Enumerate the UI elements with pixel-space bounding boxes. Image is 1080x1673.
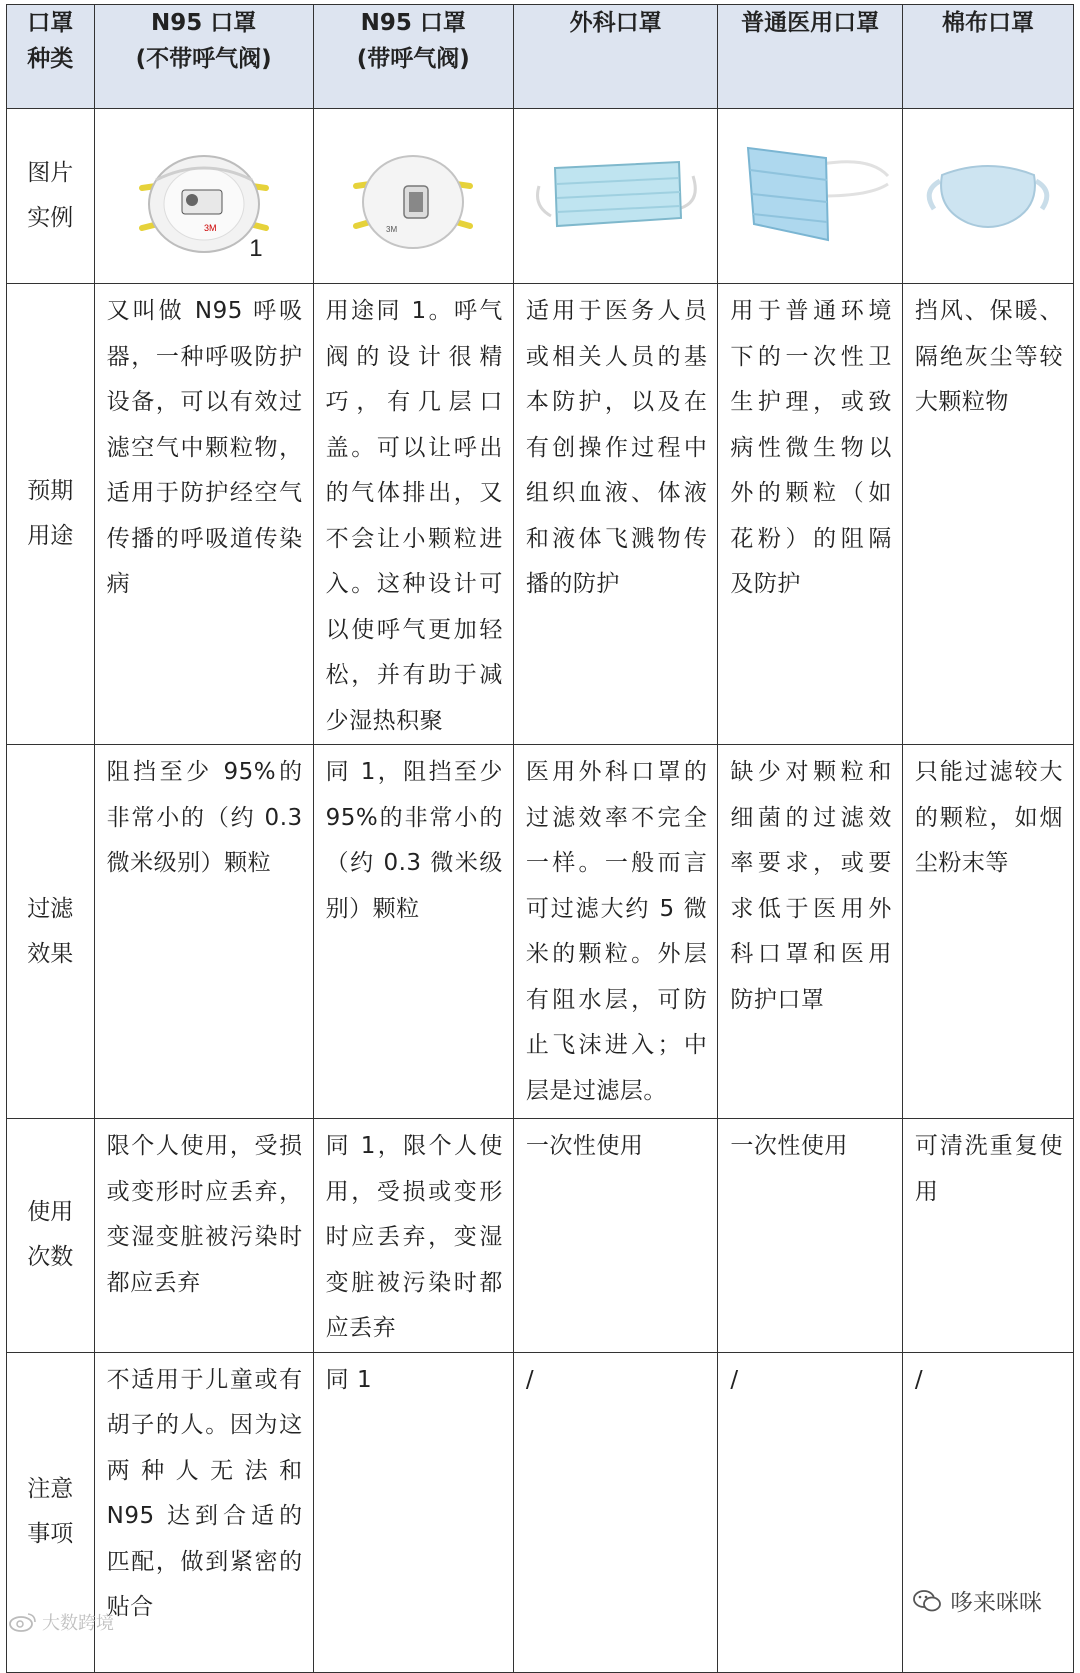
image-n95-valve xyxy=(313,109,513,284)
weibo-icon xyxy=(8,1611,38,1633)
header-surgical xyxy=(513,5,717,109)
row-filtration xyxy=(7,745,1074,1119)
cell-usage-n95-valve: 用途同 1。呼气阀的设计很精巧，有几层口盖。可以让呼出的气体排出，又不会让小颗粒进入。这种设计可以使呼气更加轻松，并有助于减少湿热积聚 xyxy=(313,284,513,745)
row-label-usage xyxy=(7,284,95,745)
header-surgical-text: 外科口罩 xyxy=(569,10,662,36)
watermark-weibo xyxy=(8,1609,114,1635)
cell-count-surgical: 一次性使用 xyxy=(513,1119,717,1353)
image-surgical xyxy=(513,109,717,284)
row-label-filtration xyxy=(7,745,95,1119)
row-usage xyxy=(7,284,1074,745)
header-row xyxy=(7,5,1074,109)
row-label-filtration-text: 过滤 效果 xyxy=(27,895,74,967)
n95-valve-mask-image xyxy=(348,136,478,256)
image-mark-1: 1 xyxy=(249,235,263,262)
header-n95-valve-text: N95 口罩 (带呼气阀) xyxy=(356,10,470,72)
cell-filtration-n95-valve: 同 1，阻挡至少 95%的非常小的（约 0.3 微米级别）颗粒 xyxy=(313,745,513,1119)
image-medical xyxy=(718,109,903,284)
image-n95-novalve xyxy=(94,109,313,284)
cell-notes-n95-valve: 同 1 xyxy=(313,1352,513,1672)
watermark-weibo-text: 大数跨境 xyxy=(42,1613,114,1634)
row-label-images xyxy=(7,109,95,284)
cell-notes-medical: / xyxy=(718,1352,903,1672)
cell-notes-cotton: / xyxy=(902,1352,1073,1672)
row-usage-count xyxy=(7,1119,1074,1353)
row-label-usage-count xyxy=(7,1119,95,1353)
watermark-wechat xyxy=(912,1584,1042,1617)
cell-count-cotton: 可清洗重复使用 xyxy=(902,1119,1073,1353)
cell-filtration-surgical: 医用外科口罩的过滤效率不完全一样。一般而言可过滤大约 5 微米的颗粒。外层有阻水层，可防止飞沫进入；中层是过滤层。 xyxy=(513,745,717,1119)
svg-text:3M: 3M xyxy=(386,225,398,234)
row-label-images-text: 图片 实例 xyxy=(27,160,74,231)
row-notes xyxy=(7,1352,1074,1672)
cell-usage-surgical: 适用于医务人员或相关人员的基本防护，以及在有创操作过程中组织血液、体液和液体飞溅物传播的防护 xyxy=(513,284,717,745)
header-type-text: 口罩 种类 xyxy=(27,10,74,72)
watermark-wechat-text: 哆来咪咪 xyxy=(950,1590,1042,1616)
cell-usage-medical: 用于普通环境下的一次性卫生护理，或致病性微生物以外的颗粒（如花粉）的阻隔及防护 xyxy=(718,284,903,745)
svg-text:3M: 3M xyxy=(203,223,217,233)
cell-count-medical: 一次性使用 xyxy=(718,1119,903,1353)
header-cotton xyxy=(902,5,1073,109)
cell-count-n95-novalve: 限个人使用，受损或变形时应丢弃，变湿变脏被污染时都应丢弃 xyxy=(94,1119,313,1353)
image-row xyxy=(7,109,1074,284)
wechat-icon xyxy=(912,1588,942,1614)
cell-notes-surgical: / xyxy=(513,1352,717,1672)
header-n95-novalve xyxy=(94,5,313,109)
cell-filtration-cotton: 只能过滤较大的颗粒，如烟尘粉末等 xyxy=(902,745,1073,1119)
surgical-mask-image xyxy=(531,146,701,246)
header-n95-novalve-text: N95 口罩 (不带呼气阀) xyxy=(135,10,272,72)
mask-comparison-table xyxy=(6,4,1074,1673)
cell-filtration-medical: 缺少对颗粒和细菌的过滤效率要求，或要求低于医用外科口罩和医用防护口罩 xyxy=(718,745,903,1119)
row-label-usage-text: 预期 用途 xyxy=(27,478,74,549)
header-cotton-text: 棉布口罩 xyxy=(941,10,1034,36)
header-n95-valve xyxy=(313,5,513,109)
header-medical-text: 普通医用口罩 xyxy=(741,10,880,36)
cell-usage-n95-novalve: 又叫做 N95 呼吸器，一种呼吸防护设备，可以有效过滤空气中颗粒物，适用于防护经空气传播的呼吸道传染病 xyxy=(94,284,313,745)
cell-filtration-n95-novalve: 阻挡至少 95%的非常小的（约 0.3 微米级别）颗粒 xyxy=(94,745,313,1119)
row-label-usage-count-text: 使用 次数 xyxy=(27,1199,74,1271)
image-cotton xyxy=(902,109,1073,284)
header-type xyxy=(7,5,95,109)
cotton-mask-image xyxy=(918,151,1058,241)
cell-notes-n95-novalve: 不适用于儿童或有胡子的人。因为这两种人无法和 N95 达到合适的匹配，做到紧密的贴合 xyxy=(94,1352,313,1672)
header-medical xyxy=(718,5,903,109)
row-label-notes-text: 注意 事项 xyxy=(27,1476,74,1547)
cell-count-n95-valve: 同 1，限个人使用，受损或变形时应丢弃，变湿变脏被污染时都应丢弃 xyxy=(313,1119,513,1353)
medical-mask-image xyxy=(730,136,890,256)
cell-usage-cotton: 挡风、保暖、隔绝灰尘等较大颗粒物 xyxy=(902,284,1073,745)
